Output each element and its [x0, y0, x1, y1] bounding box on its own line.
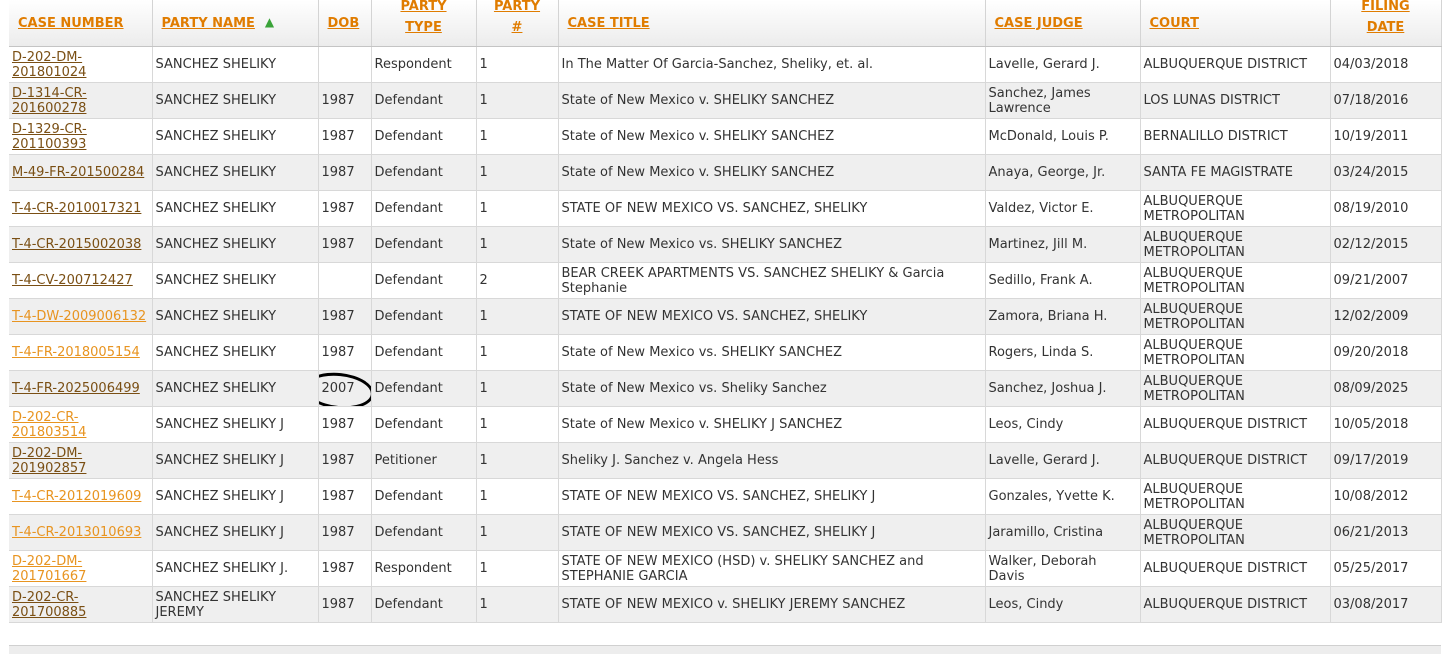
court-cell: ALBUQUERQUE METROPOLITAN [1140, 515, 1330, 551]
case-number-link[interactable]: T-4-FR-2025006499 [12, 381, 140, 396]
table-row [9, 371, 1441, 407]
case-number-cell [9, 551, 152, 587]
table-row [9, 155, 1441, 191]
dob-value: 1987 [321, 417, 355, 432]
table-header-row [9, 0, 1441, 47]
court-cell: ALBUQUERQUE METROPOLITAN [1140, 371, 1330, 407]
party-number-cell: 1 [476, 155, 558, 191]
case-judge-cell: Valdez, Victor E. [985, 191, 1140, 227]
dob-value: 1987 [321, 561, 355, 576]
case-judge-cell: Sanchez, James Lawrence [985, 83, 1140, 119]
filing-date-cell: 05/25/2017 [1330, 551, 1441, 587]
dob-value: 1987 [321, 129, 355, 144]
filing-date-sort-link[interactable] [1333, 0, 1439, 38]
case-judge-cell: Rogers, Linda S. [985, 335, 1140, 371]
table-row [9, 479, 1441, 515]
case-number-cell [9, 263, 152, 299]
case-number-cell [9, 515, 152, 551]
case-title-cell: BEAR CREEK APARTMENTS VS. SANCHEZ SHELIKY & Garcia Stephanie [558, 263, 985, 299]
party-number-cell: 1 [476, 83, 558, 119]
filing-date-cell: 09/20/2018 [1330, 335, 1441, 371]
case-number-link[interactable]: T-4-FR-2018005154 [12, 345, 140, 360]
case-title-cell: State of New Mexico v. SHELIKY SANCHEZ [558, 83, 985, 119]
table-row [9, 407, 1441, 443]
filing-date-cell: 03/08/2017 [1330, 587, 1441, 623]
party-name-cell: SANCHEZ SHELIKY [152, 191, 318, 227]
party-type-cell: Defendant [371, 371, 476, 407]
dob-cell [318, 479, 371, 515]
case-number-link[interactable]: T-4-CR-2012019609 [12, 489, 142, 504]
case-number-link[interactable]: T-4-CV-200712427 [12, 273, 133, 288]
party-name-cell: SANCHEZ SHELIKY [152, 155, 318, 191]
case-title-sort-link[interactable]: CASE TITLE [567, 15, 650, 31]
header-case-title[interactable] [558, 0, 985, 47]
party-type-cell: Defendant [371, 299, 476, 335]
case-number-link[interactable]: T-4-CR-2010017321 [12, 201, 142, 216]
case-title-cell: State of New Mexico v. SHELIKY SANCHEZ [558, 155, 985, 191]
case-number-cell [9, 407, 152, 443]
party-type-label-1: PARTY [400, 0, 447, 14]
party-number-label-1: PARTY [493, 0, 541, 14]
party-type-cell: Defendant [371, 407, 476, 443]
case-number-link[interactable]: T-4-DW-2009006132 [12, 309, 147, 324]
filing-date-label-1: FILING [1361, 0, 1410, 14]
case-judge-cell: Anaya, George, Jr. [985, 155, 1140, 191]
case-number-link[interactable]: T-4-CR-2015002038 [12, 237, 142, 252]
party-type-cell: Respondent [371, 47, 476, 83]
case-number-link[interactable]: T-4-CR-2013010693 [12, 525, 142, 540]
dob-value: 1987 [321, 309, 355, 324]
case-judge-sort-link[interactable]: CASE JUDGE [994, 15, 1083, 31]
dob-value: 1987 [321, 345, 355, 360]
party-type-cell: Defendant [371, 155, 476, 191]
case-number-cell [9, 479, 152, 515]
case-title-cell: In The Matter Of Garcia-Sanchez, Sheliky, et. al. [558, 47, 985, 83]
case-judge-cell: Jaramillo, Cristina [985, 515, 1140, 551]
header-filing-date[interactable] [1330, 0, 1441, 47]
party-name-cell: SANCHEZ SHELIKY [152, 227, 318, 263]
party-name-cell: SANCHEZ SHELIKY J [152, 407, 318, 443]
case-title-cell: STATE OF NEW MEXICO VS. SANCHEZ, SHELIKY [558, 299, 985, 335]
dob-cell [318, 83, 371, 119]
case-number-cell [9, 47, 152, 83]
header-case-number[interactable] [9, 0, 152, 47]
court-cell: SANTA FE MAGISTRATE [1140, 155, 1330, 191]
court-cell: LOS LUNAS DISTRICT [1140, 83, 1330, 119]
case-judge-cell: Leos, Cindy [985, 407, 1140, 443]
party-number-cell: 1 [476, 299, 558, 335]
table-body [9, 47, 1441, 623]
header-party-number[interactable] [476, 0, 558, 47]
court-cell: ALBUQUERQUE DISTRICT [1140, 407, 1330, 443]
court-cell: ALBUQUERQUE DISTRICT [1140, 443, 1330, 479]
party-name-cell: SANCHEZ SHELIKY [152, 335, 318, 371]
party-type-cell: Petitioner [371, 443, 476, 479]
dob-cell [318, 47, 371, 83]
filing-date-cell: 03/24/2015 [1330, 155, 1441, 191]
court-cell: ALBUQUERQUE METROPOLITAN [1140, 299, 1330, 335]
table-row [9, 83, 1441, 119]
case-title-cell: State of New Mexico v. SHELIKY J SANCHEZ [558, 407, 985, 443]
court-cell: ALBUQUERQUE DISTRICT [1140, 47, 1330, 83]
party-number-cell: 1 [476, 587, 558, 623]
court-cell: ALBUQUERQUE DISTRICT [1140, 551, 1330, 587]
case-number-cell [9, 371, 152, 407]
party-type-sort-link[interactable] [374, 0, 474, 38]
dob-cell [318, 191, 371, 227]
court-cell: ALBUQUERQUE METROPOLITAN [1140, 191, 1330, 227]
case-number-cell [9, 443, 152, 479]
dob-cell [318, 299, 371, 335]
party-name-cell: SANCHEZ SHELIKY [152, 83, 318, 119]
dob-cell [318, 443, 371, 479]
filing-date-cell: 02/12/2015 [1330, 227, 1441, 263]
dob-cell [318, 227, 371, 263]
party-name-cell: SANCHEZ SHELIKY [152, 119, 318, 155]
party-number-cell: 1 [476, 371, 558, 407]
case-title-cell: STATE OF NEW MEXICO VS. SANCHEZ, SHELIKY J [558, 479, 985, 515]
case-results-panel [9, 0, 1441, 623]
dob-cell [318, 515, 371, 551]
dob-value: 1987 [321, 597, 355, 612]
filing-date-cell: 06/21/2013 [1330, 515, 1441, 551]
party-number-sort-link[interactable] [479, 0, 556, 38]
case-number-cell [9, 191, 152, 227]
party-name-cell: SANCHEZ SHELIKY [152, 47, 318, 83]
court-cell: ALBUQUERQUE METROPOLITAN [1140, 263, 1330, 299]
case-number-link[interactable]: M-49-FR-201500284 [12, 165, 145, 180]
case-judge-cell: Lavelle, Gerard J. [985, 443, 1140, 479]
header-dob[interactable] [318, 0, 371, 47]
case-number-link[interactable]: D-1329-CR-201100393 [12, 121, 87, 152]
dob-cell [318, 263, 371, 299]
case-number-cell [9, 227, 152, 263]
case-title-cell: STATE OF NEW MEXICO VS. SANCHEZ, SHELIKY J [558, 515, 985, 551]
party-name-cell: SANCHEZ SHELIKY J [152, 443, 318, 479]
case-judge-cell: McDonald, Louis P. [985, 119, 1140, 155]
party-number-cell: 1 [476, 407, 558, 443]
party-number-label-2: # [511, 19, 523, 35]
table-row [9, 335, 1441, 371]
dob-value: 1987 [321, 489, 355, 504]
case-number-cell [9, 155, 152, 191]
dob-cell [318, 335, 371, 371]
case-judge-cell: Walker, Deborah Davis [985, 551, 1140, 587]
case-judge-cell: Leos, Cindy [985, 587, 1140, 623]
case-number-link[interactable]: D-202-CR-201803514 [12, 409, 87, 440]
case-title-cell: State of New Mexico vs. SHELIKY SANCHEZ [558, 335, 985, 371]
table-row [9, 263, 1441, 299]
party-number-cell: 1 [476, 515, 558, 551]
party-name-cell: SANCHEZ SHELIKY [152, 371, 318, 407]
filing-date-cell: 07/18/2016 [1330, 83, 1441, 119]
party-number-cell: 1 [476, 47, 558, 83]
sort-ascending-icon: ▲ [264, 15, 275, 29]
table-row [9, 191, 1441, 227]
filing-date-label-2: DATE [1366, 19, 1405, 35]
case-results-table [9, 0, 1442, 623]
filing-date-cell: 10/19/2011 [1330, 119, 1441, 155]
case-number-cell [9, 587, 152, 623]
case-judge-cell: Sedillo, Frank A. [985, 263, 1140, 299]
table-row [9, 443, 1441, 479]
case-number-link[interactable]: D-202-CR-201700885 [12, 589, 87, 620]
case-judge-cell: Sanchez, Joshua J. [985, 371, 1140, 407]
case-number-cell [9, 335, 152, 371]
header-party-type[interactable] [371, 0, 476, 47]
party-type-cell: Defendant [371, 191, 476, 227]
court-cell: BERNALILLO DISTRICT [1140, 119, 1330, 155]
table-row [9, 47, 1441, 83]
court-cell: ALBUQUERQUE DISTRICT [1140, 587, 1330, 623]
dob-value: 1987 [321, 525, 355, 540]
party-type-cell: Defendant [371, 119, 476, 155]
court-cell: ALBUQUERQUE METROPOLITAN [1140, 227, 1330, 263]
case-number-link[interactable]: D-202-DM-201902857 [12, 445, 87, 476]
table-row [9, 227, 1441, 263]
party-name-cell: SANCHEZ SHELIKY J. [152, 551, 318, 587]
party-number-cell: 1 [476, 119, 558, 155]
filing-date-cell: 09/17/2019 [1330, 443, 1441, 479]
filing-date-cell: 10/05/2018 [1330, 407, 1441, 443]
dob-cell [318, 587, 371, 623]
header-court[interactable] [1140, 0, 1330, 47]
dob-value: 1987 [321, 201, 355, 216]
dob-value: 1987 [321, 93, 355, 108]
dob-value: 2007 [321, 381, 355, 396]
case-number-cell [9, 83, 152, 119]
case-judge-cell: Lavelle, Gerard J. [985, 47, 1140, 83]
case-title-cell: State of New Mexico v. SHELIKY SANCHEZ [558, 119, 985, 155]
dob-sort-link[interactable]: DOB [327, 15, 360, 31]
party-number-cell: 2 [476, 263, 558, 299]
filing-date-cell: 12/02/2009 [1330, 299, 1441, 335]
party-type-cell: Defendant [371, 479, 476, 515]
court-cell: ALBUQUERQUE METROPOLITAN [1140, 479, 1330, 515]
table-row [9, 551, 1441, 587]
party-type-cell: Respondent [371, 551, 476, 587]
dob-cell [318, 407, 371, 443]
party-name-cell: SANCHEZ SHELIKY J [152, 515, 318, 551]
table-row [9, 299, 1441, 335]
court-cell: ALBUQUERQUE METROPOLITAN [1140, 335, 1330, 371]
party-name-cell: SANCHEZ SHELIKY JEREMY [152, 587, 318, 623]
party-type-cell: Defendant [371, 587, 476, 623]
case-judge-cell: Gonzales, Yvette K. [985, 479, 1140, 515]
case-number-link[interactable]: D-202-DM-201701667 [12, 553, 87, 584]
dob-value: 1987 [321, 453, 355, 468]
party-type-cell: Defendant [371, 227, 476, 263]
header-case-judge[interactable] [985, 0, 1140, 47]
filing-date-cell: 08/09/2025 [1330, 371, 1441, 407]
header-party-name[interactable] [152, 0, 318, 47]
case-judge-cell: Zamora, Briana H. [985, 299, 1140, 335]
dob-cell [318, 155, 371, 191]
case-title-cell: STATE OF NEW MEXICO VS. SANCHEZ, SHELIKY [558, 191, 985, 227]
party-number-cell: 1 [476, 335, 558, 371]
case-number-link[interactable]: D-1314-CR-201600278 [12, 85, 87, 116]
case-judge-cell: Martinez, Jill M. [985, 227, 1140, 263]
party-number-cell: 1 [476, 479, 558, 515]
case-title-cell: State of New Mexico vs. SHELIKY SANCHEZ [558, 227, 985, 263]
case-title-cell: STATE OF NEW MEXICO v. SHELIKY JEREMY SANCHEZ [558, 587, 985, 623]
party-name-cell: SANCHEZ SHELIKY J [152, 479, 318, 515]
filing-date-cell: 09/21/2007 [1330, 263, 1441, 299]
dob-cell [318, 551, 371, 587]
case-title-cell: STATE OF NEW MEXICO (HSD) v. SHELIKY SANCHEZ and STEPHANIE GARCIA [558, 551, 985, 587]
case-title-cell: Sheliky J. Sanchez v. Angela Hess [558, 443, 985, 479]
case-title-cell: State of New Mexico vs. Sheliky Sanchez [558, 371, 985, 407]
filing-date-cell: 04/03/2018 [1330, 47, 1441, 83]
filing-date-cell: 08/19/2010 [1330, 191, 1441, 227]
party-type-cell: Defendant [371, 335, 476, 371]
party-type-label-2: TYPE [405, 19, 442, 35]
court-sort-link[interactable]: COURT [1149, 15, 1199, 31]
table-row [9, 587, 1441, 623]
party-type-cell: Defendant [371, 263, 476, 299]
case-number-cell [9, 119, 152, 155]
party-type-cell: Defendant [371, 83, 476, 119]
table-row [9, 119, 1441, 155]
table-row [9, 515, 1441, 551]
party-number-cell: 1 [476, 551, 558, 587]
dob-cell [318, 371, 371, 407]
case-number-cell [9, 299, 152, 335]
party-type-cell: Defendant [371, 515, 476, 551]
dob-value: 1987 [321, 237, 355, 252]
party-number-cell: 1 [476, 227, 558, 263]
party-name-cell: SANCHEZ SHELIKY [152, 299, 318, 335]
dob-cell [318, 119, 371, 155]
party-name-cell: SANCHEZ SHELIKY [152, 263, 318, 299]
party-number-cell: 1 [476, 191, 558, 227]
party-number-cell: 1 [476, 443, 558, 479]
case-number-sort-link[interactable]: CASE NUMBER [18, 15, 124, 31]
dob-value: 1987 [321, 165, 355, 180]
case-number-link[interactable]: D-202-DM-201801024 [12, 49, 87, 80]
party-name-sort-link[interactable]: PARTY NAME [161, 16, 255, 31]
filing-date-cell: 10/08/2012 [1330, 479, 1441, 515]
